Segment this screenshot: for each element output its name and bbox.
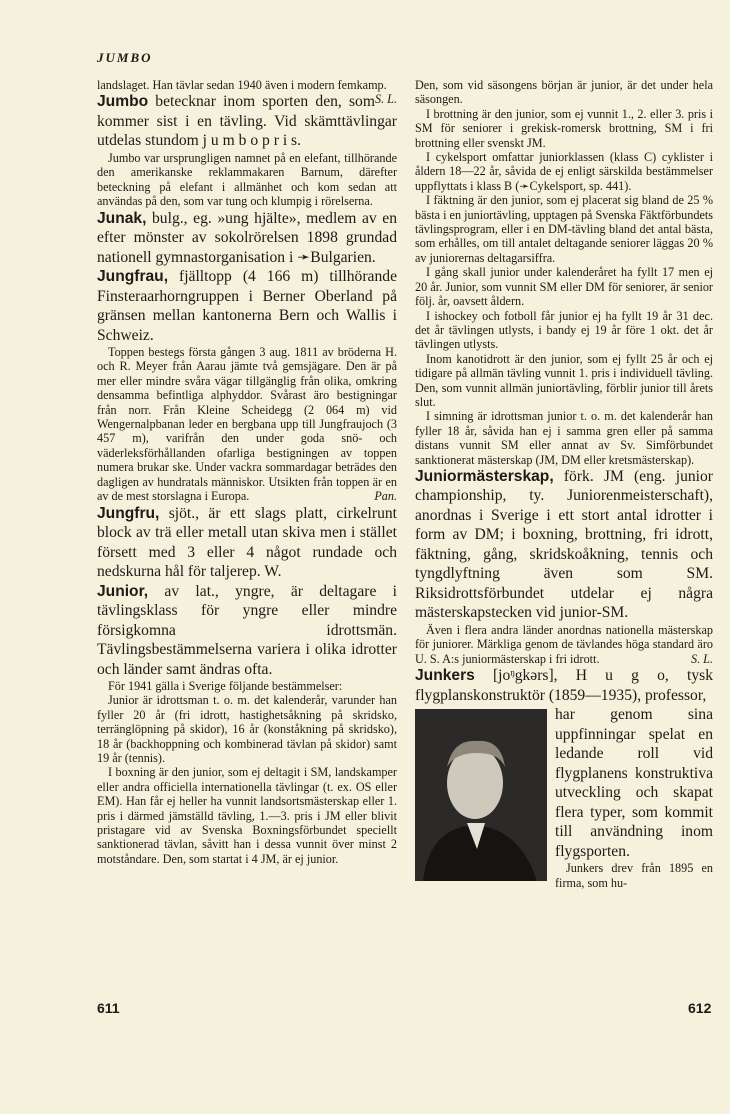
entry-headword: Jungfru, [97, 504, 160, 522]
body-paragraph: Den, som vid säsongens början är junior, är det under hela säsongen. [415, 78, 713, 107]
body-paragraph: I gång skall junior under kalenderåret ha fyllt 17 men ej 20 år. Junior, som vunnit SM eller DM för seniorer, är senior följ. år, oavsett åldern. [415, 265, 713, 309]
entry-text: [joᵑgkərs], H u g o, tysk flygplanskonstruktör (1859—1935), professor, [415, 667, 713, 704]
body-paragraph: Junkers drev från 1895 en firma, som hu- [555, 861, 713, 890]
entry-headword: Junak, [97, 209, 147, 227]
entry [97, 582, 397, 680]
portrait-paragraph [415, 705, 713, 861]
body-paragraph: I cykelsport omfattar juniorklassen (klass C) cyklister i åldern 18—22 år, såvida de ej enligt särskilda bestämmelser uppflyttats i klass B (➛Cykelsport, sp. 441). [415, 150, 713, 193]
right-column [415, 78, 713, 890]
body-paragraph: Inom kanotidrott är den junior, som ej fyllt 25 år och ej tidigare på allmän tävling vunnit 1. pris i individuell tävling. Den, som vunnit allmän juniortävling, förblir junior till årets slut. [415, 351, 713, 409]
entry-text: sjöt., är ett slags platt, cirkelrunt block av trä eller metall utan skiva men i stället försett med 3 eller 4 något rundade och nedskurna hål för taljerep. W. [97, 504, 397, 580]
author-signature: S. L. [374, 92, 397, 107]
body-paragraph: I fäktning är den junior, som ej placerat sig bland de 25 % bästa i en juniortävling, upptagen på Svenska Fäktförbundets tävlingsprogram, eller i en DM-tävling bland det antal bästa, som erhålles, om till antalet deltagande seniorer läggas 20 % av juniorernas deltagarsiffra. [415, 193, 713, 265]
entry-headword: Jumbo [97, 93, 149, 111]
page-number-right: 612 [688, 1000, 712, 1016]
entry-text: bulg., eg. »ung hjälte», medlem av en efter mönster av sokolrörelsen 1898 grundad nationell gymnastorganisation i ➛Bulgarien. [97, 209, 397, 266]
body-paragraph: landslaget. Han tävlar sedan 1940 även i modern femkamp. S. L. [97, 78, 397, 107]
entry [415, 467, 713, 623]
entry [97, 92, 397, 151]
entry [97, 267, 397, 345]
body-paragraph: Även i flera andra länder anordnas nationella mästerskap för juniorer. Märkliga genom de tävlandes höga standard äro U. S. A:s juniormästerskap i fri idrott. S. L. [415, 622, 713, 666]
running-header: JUMBO [97, 50, 153, 65]
page-number-left: 611 [97, 1000, 120, 1016]
body-paragraph: Toppen bestegs första gången 3 aug. 1811 av bröderna H. och R. Meyer från Aarau jämte två gemsjägare. Den är på mer eller mindre svåra vägar tillgänglig från olika, omkring densamma befintliga alphyddor. Svårast äro bestigningar från norr. Från Kleine Scheidegg (2 064 m) vid Wengernalpbanan leder en bergbana upp till Jungfraujoch (3 457 m), varifrån den under goda snö- och väderleksförhållanden ofarliga bestigningen av toppen numera brukar ske. Under vackra sommardagar beträdes den dagligen av hundratals människor. Utsikten från toppen är en av de mest storslagna i Europa. Pan. [97, 345, 397, 504]
body-paragraph: Jumbo var ursprungligen namnet på en elefant, tillhörande den amerikanske reklammakaren Barnum, därefter beteckning på elefant i allmänhet och kom sedan att användas på den, som var tung och klumpig i rörelserna. [97, 150, 397, 209]
entry-text: fjälltopp (4 166 m) tillhörande Finsteraarhorngruppen i Berner Oberland på gränsen mellan kantonerna Bern och Wallis i Schweiz. [97, 268, 397, 344]
body-paragraph: För 1941 gälla i Sverige följande bestämmelser: [108, 679, 343, 693]
entry-text: förk. JM (eng. junior championship, ty. Juniorenmeisterschaft), anordnas i Sverige i ett stort antal idrotter i form av DM; i boxning, brottning, fri idrott, fäktning, gång, skridskoåkning, tennis och tyngdlyftning även som SM. Riksidrottsförbundet utdelar ej några mästerskapstecken vid junior-SM. [415, 467, 713, 622]
body-paragraph: I boxning är den junior, som ej deltagit i SM, landskamper eller andra officiella internationella tävlingar (t. ex. OS eller EM). Han får ej heller ha vunnit landsortsmästerskap eller 1. pris i därmed jämställd tävling, 1.—3. pris i JM eller blivit pristagare vid av Svenska Boxningsförbundet speciellt sanktionerad tävlan, såvitt han i dessa vunnit över minst 2 motståndare. Den, som startat i 4 JM, är ej junior. [97, 765, 397, 866]
author-signature: Pan. [374, 489, 397, 504]
entry [97, 504, 397, 582]
left-column [97, 78, 397, 866]
body-paragraph: I simning är idrottsman junior t. o. m. det kalenderår han fyller 18 år, såvida han ej i samma gren eller på samma distans vunnit SM eller annat av Sv. Simförbundet sanktionerat mästerskap (JM, DM eller kretsmästerskap). [415, 409, 713, 467]
entry-text: betecknar inom sporten den, som kommer sist i en tävling. Vid skämttävlingar utdelas stundom j u m b o p r i s. [97, 93, 397, 150]
entry-headword: Junkers [415, 667, 475, 685]
body-paragraph: Junior är idrottsman t. o. m. det kalenderår, varunder han fyller 20 år (fri idrott, hastighetsåkning på skridsko, terränglöpning på skidor), 16 år (konståkning på skridsko), 18 år (backhoppning och kombinerad tävlan på skidor) samt 19 år (tennis). [97, 693, 397, 766]
author-signature: S. L. [690, 651, 713, 666]
portrait-photo [415, 709, 547, 881]
body-paragraph: I ishockey och fotboll får junior ej ha fyllt 19 år 31 dec. det år tävlingen utlysts, i bandy ej 19 år före 1 okt. det år tävlingen utlysts. [415, 308, 713, 352]
entry-headword: Junior, [97, 582, 149, 600]
body-paragraph: I brottning är den junior, som ej vunnit 1., 2. eller 3. pris i SM för seniorer i grekisk-romersk brottning, SM i fri brottning eller svenskt JM. [415, 106, 713, 150]
entry-text: av lat., yngre, är deltagare i tävlingsklass för yngre eller mindre försigkomna idrottsmän. Tävlingsbestämmelserna variera i olika idrotter och länder samt ändras ofta. [97, 582, 397, 678]
entry [97, 209, 397, 268]
entry-headword: Juniormästerskap, [415, 467, 554, 485]
entry [415, 666, 713, 705]
entry-headword: Jungfrau, [97, 268, 169, 286]
entry-text: har genom sina uppfinningar spelat en ledande roll vid flygplanens konstruktiva utveckling och skapat flera typer, som kommit till användning inom flygsporten. [555, 706, 713, 860]
